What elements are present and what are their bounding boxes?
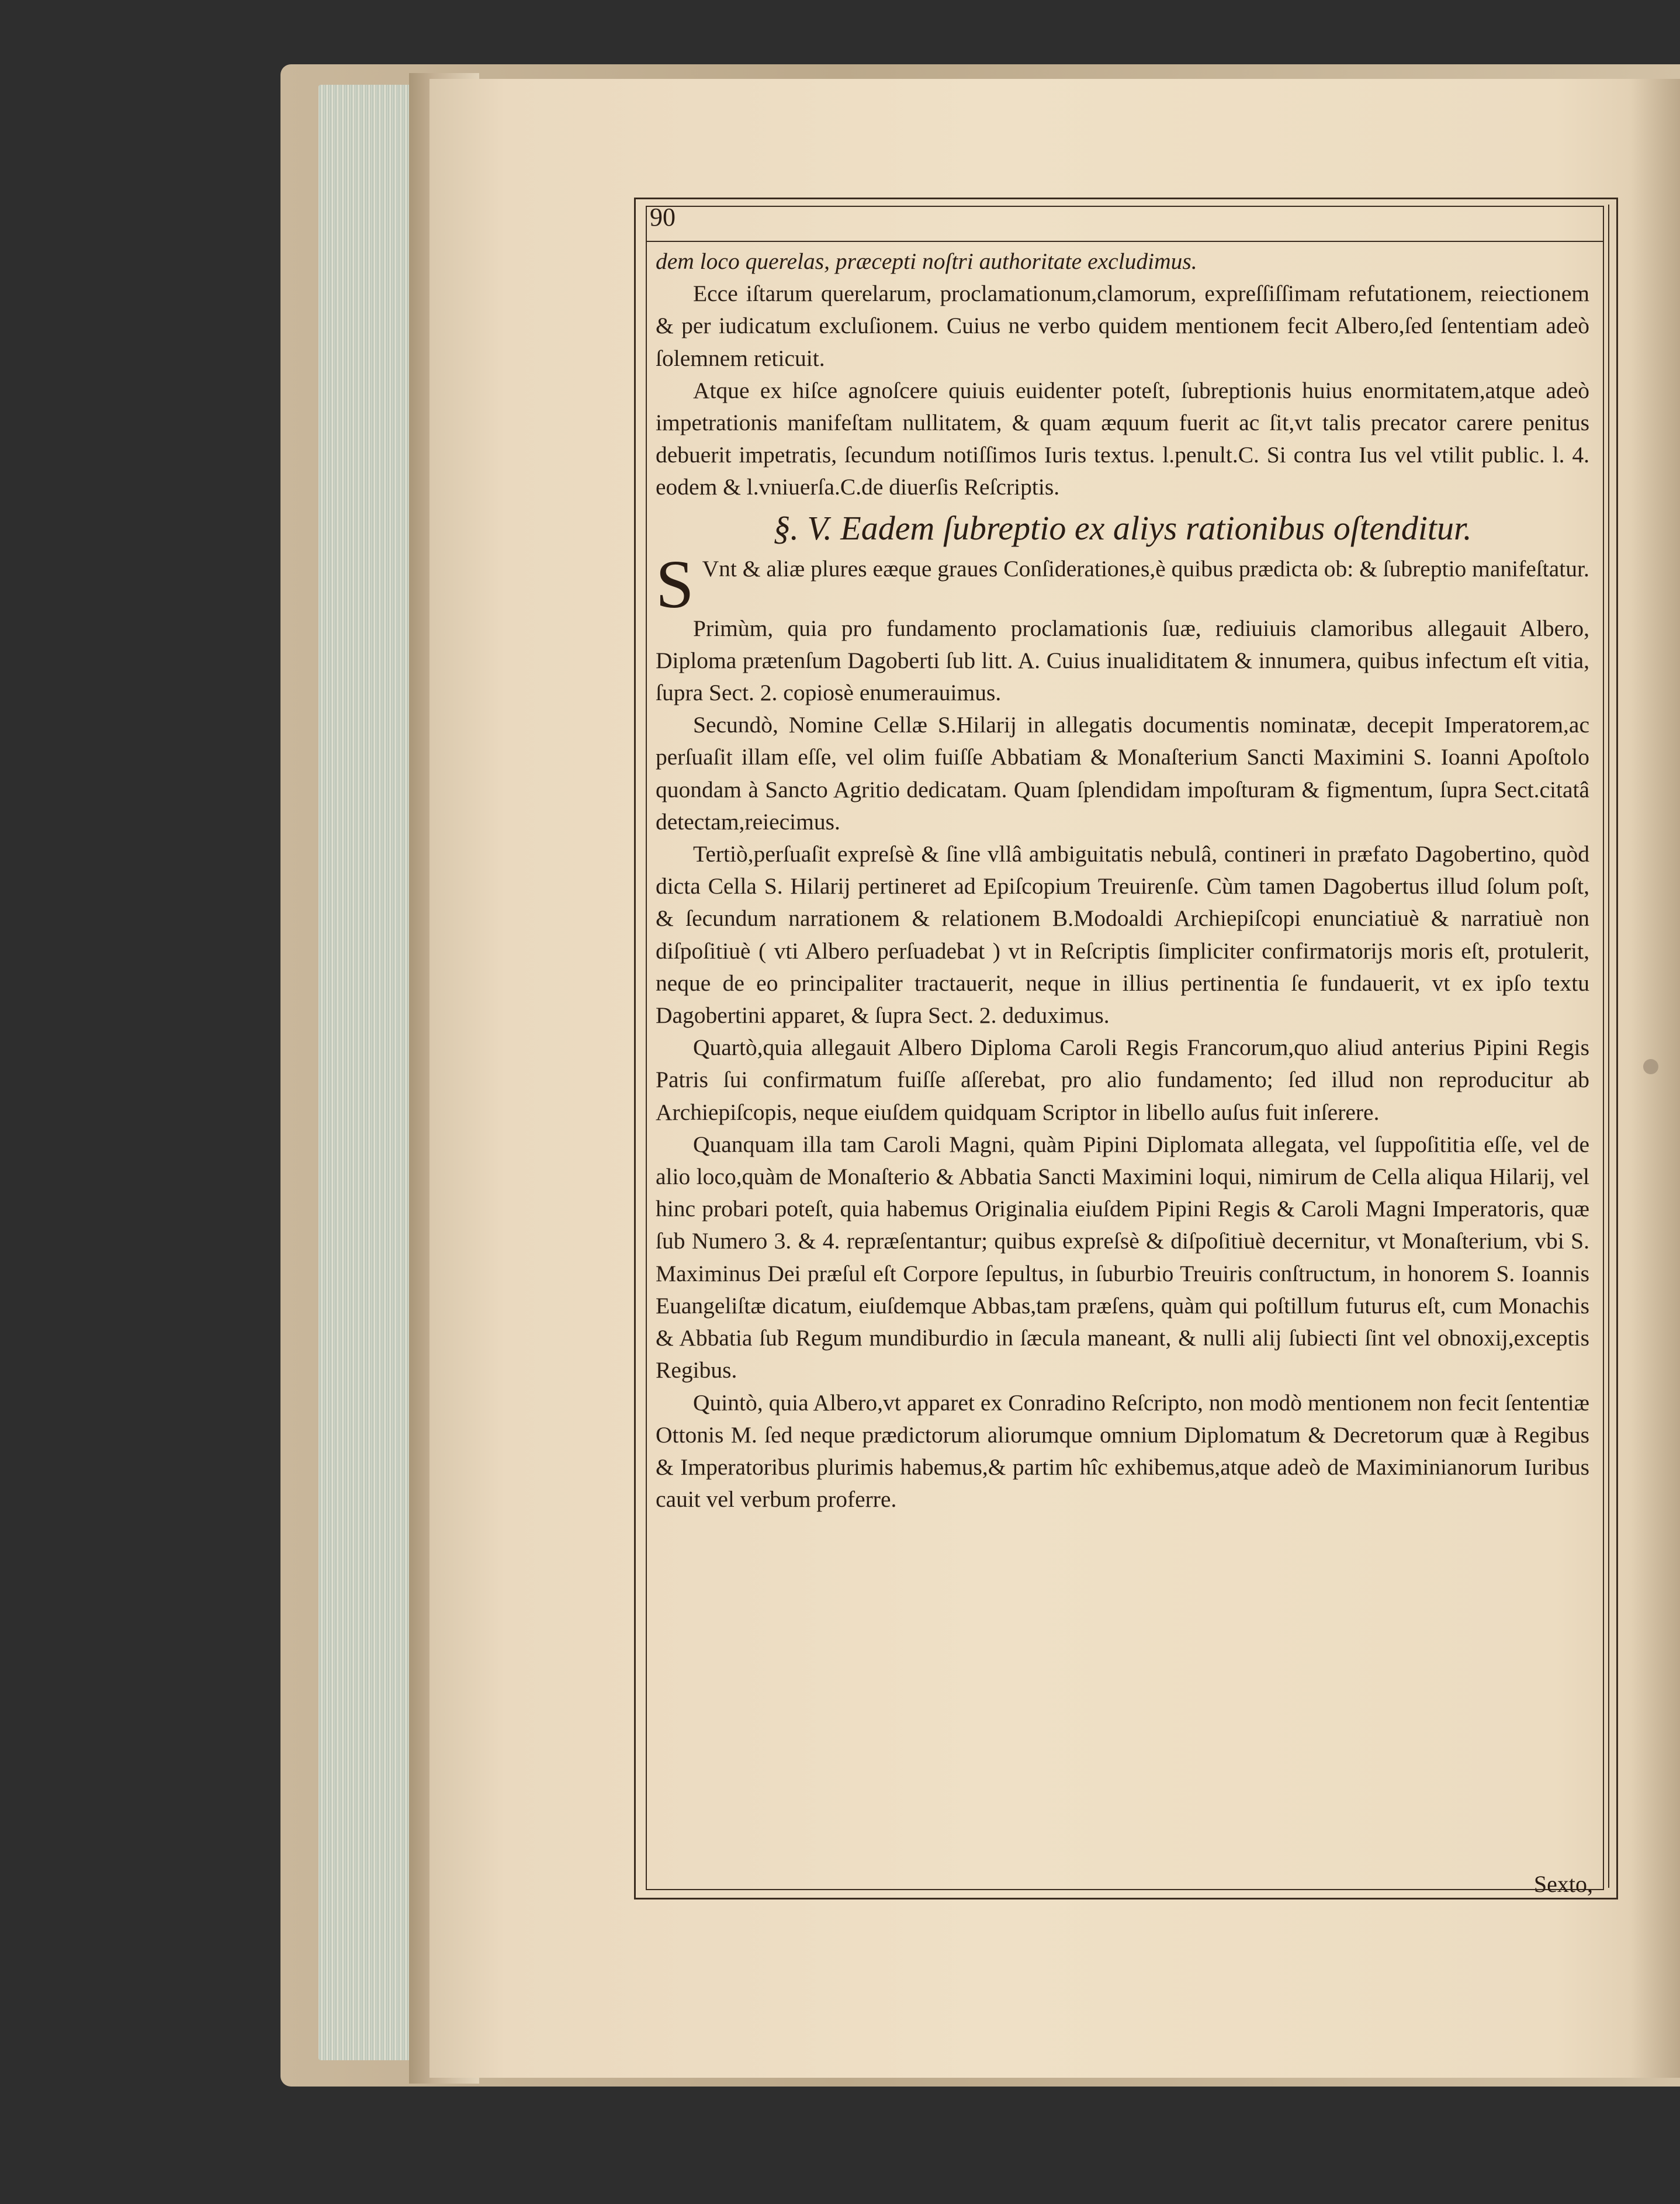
text-frame-right-rule [1608,205,1609,1888]
paragraph: Quartò,quia allegauit Albero Diploma Caroli Regis Francorum,quo aliud anterius Pipini Regis Patris ſui confirmatum fuiſſe aſſerebat, pro alio fundamento; ſed illud non reproducitur ab Archiepiſcopis, neque eiuſdem quidquam Scriptor in libello auſus fuit inſerere. [656,1034,1589,1125]
text-block [656,245,1589,1516]
paragraph: Secundò, Nomine Cellæ S.Hilarij in allegatis documentis nominatæ, decepit Imperatorem,ac perſuaſit illam eſſe, vel olim fuiſſe Abbatiam & Monaſterium Sancti Maximini S. Ioanni Apoſtolo quondam à Sancto Agritio dedicatam. Quam ſplendidam impoſturam & figmentum, ſupra Sect.citatâ detectam,reiecimus. [656,712,1589,835]
page-edges [318,85,421,2060]
paragraph: Atque ex hiſce agnoſcere quiuis euidenter poteſt, ſubreptionis huius enormitatem,atque adeò impetrationis manifeſtam nullitatem, & quam æquum fuerit ac ſit,vt talis precator carere penitus debuerit impetratis, ſecundum notiſſimos Iuris textus. l.penult.C. Si contra Ius vel vtilit public. l. 4. eodem & l.vniuerſa.C.de diuerſis Reſcriptis. [656,377,1589,500]
paragraph: Quanquam illa tam Caroli Magni, quàm Pipini Diplomata allegata, vel ſuppoſititia eſſe, vel de alio loco,quàm de Monaſterio & Abbatia Sancti Maximini loqui, nimirum de Cella aliqua Hilarij, vel hinc probari poteſt, quia habemus Originalia eiuſdem Pipini Regis & Caroli Magni Imperatoris, quæ ſub Numero 3. & 4. repræſentantur; quibus expreſsè & diſpoſitiuè decernitur, vt Monaſterium, vbi S. Maximinus Dei præſul eſt Corpore ſepultus, in ſuburbio Treuiris conſtructum, in honorem S. Ioannis Euangeliſtæ dicatum, eiuſdemque Abbas,tam præſens, quàm qui poſtillum futurus eſt, cum Monachis & Abbatia ſub Regum mundiburdio in ſæcula maneant, & nulli alij ſubiecti ſint vel obnoxij,exceptis Regibus. [656,1131,1589,1383]
paragraph: Tertiò,perſuaſit expreſsè & ſine vllâ ambiguitatis nebulâ, contineri in præfato Dagobertino, quòd dicta Cella S. Hilarij pertineret ad Epiſcopium Treuirenſe. Cùm tamen Dagobertus illud ſolum poſt, & ſecundum narrationem & relationem B.Modoaldi Archiepiſcopi enunciatiuè & narratiuè non diſpoſitiuè ( vti Albero perſuadebat ) vt in Reſcriptis ſimpliciter confirmatorijs moris eſt, protulerit, neque de eo principaliter tractauerit, neque in illius pertinentia ſe fundauerit, vt ex ipſo textu Dagobertini apparet, & ſupra Sect. 2. deduximus. [656,841,1589,1029]
header-rule [646,241,1603,242]
section-opening-text: Vnt & aliæ plures eæque graues Conſiderationes,è quibus prædicta ob: & ſubreptio manifeſtatur. [702,555,1589,582]
section-heading: §. V. Eadem ſubreptio ex aliys rationibus oſtenditur. [773,508,1472,547]
section-opening-paragraph [656,545,1589,622]
drop-cap-initial: S [656,545,694,622]
continued-line: dem loco querelas, præcepti noſtri authoritate excludimus. [656,248,1197,274]
page-number: 90 [650,203,676,231]
paragraph: Primùm, quia pro fundamento proclamationis ſuæ, rediuiuis clamoribus allegauit Albero, Diploma prætenſum Dagoberti ſub litt. A. Cuius inualiditatem & innumera, quibus infectum eſt vitia, ſupra Sect. 2. copiosè enumerauimus. [656,615,1589,706]
catchword: Sexto, [1533,1871,1593,1897]
paragraph: Quintò, quia Albero,vt apparet ex Conradino Reſcripto, non modò mentionem non fecit ſententiæ Ottonis M. ſed neque prædictorum aliorumque omnium Diplomatum & Decretorum quæ à Regibus & Imperatoribus plurimis habemus,& partim hîc exhibemus,atque adeò de Maximinianorum Iuribus cauit vel verbum proferre. [656,1389,1589,1513]
page-edge-shadow [1630,79,1680,2078]
paragraph: Ecce iſtarum querelarum, proclamationum,clamorum, expreſſiſſimam refutationem, reiectionem & per iudicatum excluſionem. Cuius ne verbo quidem mentionem fecit Albero,ſed ſententiam adeò ſolemnem reticuit. [656,281,1589,371]
paper-stain [1643,1059,1658,1074]
